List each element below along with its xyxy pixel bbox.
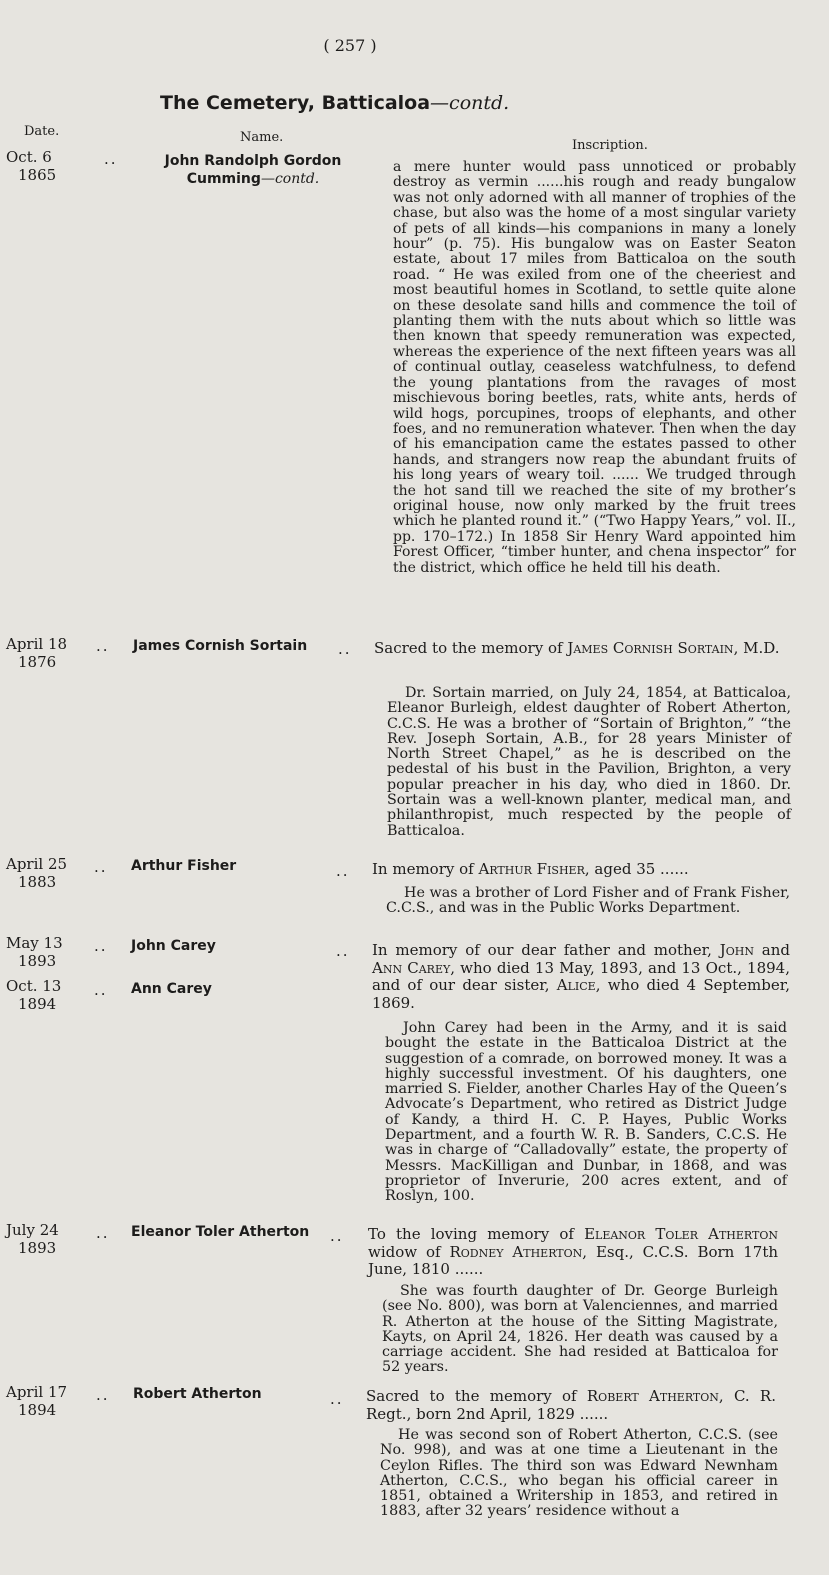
insc-name: Alice [556, 976, 596, 994]
insc-name: Eleanor Toler Atherton [584, 1225, 778, 1243]
date-day: July 24 [6, 1221, 59, 1239]
entry-inscription: a mere hunter would pass unnoticed or probably destroy as vermin ......his rough and ready bungalow was not only adorned with all manner of trophies of the chase, but also was the home of a most singular variety of pets of all kinds—his companions in many a lonely hour” (p. 75). His bungalow was on Easter Seaton estate, about 17 miles from Batticaloa on the south road. “ He was exiled from one of the cheeriest and most beautiful homes in Scotland, to settle quite alone on these desolate sand hills and commence the toil of planting them with the nuts about which so little was then known that speedy remuneration was expected, whereas the experience of the next fifteen years was all of continual outlay, ceaseless watchfulness, to defend the young plantations from the ravages of most mischievous boring beetles, rats, white ants, herds of wild hogs, porcupines, troops of elephants, and other foes, and no remuneration whatever. Then when the day of his emancipation came the estates passed to other hands, and strangers now reap the abundant fruits of his long years of weary toil. ...... We trudged through the hot sand till we reached the site of my brother’s original house, now only marked by the fruit trees which he planted round it.” (“Two Happy Years,” vol. II., pp. 170–172.) In 1858 Sir Henry Ward appointed him Forest Officer, “timber hunter, and chena inspector” for the district, which office he held till his death. [393, 159, 796, 576]
entry-date [6, 855, 86, 891]
entry-name-second: Ann Carey [131, 981, 212, 997]
entry-name: John Carey [131, 938, 216, 954]
insc-text: Sacred to the memory of [366, 1387, 587, 1405]
header-inscription: Inscription. [572, 138, 648, 153]
insc-text: , M.D. [733, 639, 780, 657]
date-year: 1883 [18, 873, 57, 891]
date-year: 1893 [18, 952, 57, 970]
entry-date [6, 1383, 86, 1419]
date-day: Oct. 13 [6, 977, 62, 995]
date-year: 1894 [18, 1401, 57, 1419]
insc-text: Sacred to the memory of [374, 639, 568, 657]
entry-note: He was second son of Robert Atherton, C.C.S. (see No. 998), and was at one time a Lieutenant in the Ceylon Rifles. The third son was Edward Newnham Atherton, C.C.S., who began his official career in 1851, obtained a Writership in 1853, and retired in 1883, after 32 years’ residence without a [380, 1427, 778, 1520]
leader-dots: .. [94, 937, 108, 955]
insc-text: , Esq., C.C.S. Born 17th June, 1810 ...... [368, 1242, 779, 1278]
date-year: 1894 [18, 995, 57, 1013]
entry-name: Arthur Fisher [131, 858, 237, 874]
page-number: ( 257 ) [323, 36, 377, 55]
entry-name: Eleanor Toler Atherton [131, 1224, 310, 1240]
insc-text: , C. R. Regt., born 2nd April, 1829 ...... [366, 1387, 776, 1423]
name-line-2: Cumming [186, 171, 261, 187]
insc-text: and [753, 941, 790, 959]
insc-name: John [719, 941, 754, 959]
title-text: The Cemetery, Batticaloa [160, 92, 431, 114]
entry-inscription [368, 1226, 778, 1279]
date-day: May 13 [6, 934, 63, 952]
leader-dots: .. [330, 1227, 344, 1245]
leader-dots: .. [94, 981, 108, 999]
date-day: April 25 [6, 855, 68, 873]
leader-dots: .. [104, 150, 118, 168]
entry-inscription [374, 640, 794, 658]
date-day: April 18 [6, 635, 68, 653]
title-suffix: —contd. [430, 92, 510, 114]
entry-inscription [366, 1388, 776, 1423]
entry-name [138, 152, 368, 188]
insc-text: , who died 13 May, 1893, and 13 Oct., 1894, and of our dear sister, [372, 958, 790, 994]
entry-date [6, 148, 86, 184]
entry-inscription [372, 861, 792, 879]
insc-text: In memory of [372, 860, 479, 878]
entry-date [6, 635, 86, 671]
insc-text: In memory of our dear father and mother, [372, 941, 720, 959]
entry-date [6, 934, 86, 970]
entry-date-second [6, 977, 86, 1013]
name-line: John Randolph Gordon [164, 153, 342, 169]
leader-dots: .. [336, 862, 350, 880]
date-year: 1876 [18, 653, 57, 671]
leader-dots: .. [96, 1386, 110, 1404]
name-suffix: —contd. [260, 171, 320, 187]
leader-dots: .. [338, 640, 352, 658]
leader-dots: .. [336, 942, 350, 960]
insc-text: , who died 4 September, 1869. [372, 976, 790, 1012]
header-date: Date. [24, 124, 60, 139]
entry-inscription [372, 942, 790, 1012]
date-day: Oct. 6 [6, 148, 52, 166]
date-year: 1865 [18, 166, 57, 184]
leader-dots: .. [330, 1390, 344, 1408]
page-title [160, 92, 580, 114]
insc-text: widow of [368, 1242, 450, 1261]
insc-name: Arthur Fisher [478, 860, 585, 878]
entry-note: Dr. Sortain married, on July 24, 1854, at Batticaloa, Eleanor Burleigh, eldest daughter of Robert Atherton, C.C.S. He was a brother of “Sortain of Brighton,” “the Rev. Joseph Sortain, A.B., for 28 years Minister of North Street Chapel,” as he is described on the pedestal of his bust in the Pavilion, Brighton, a very popular preacher in his day, who died in 1860. Dr. Sortain was a well-known planter, medical man, and philanthropist, much respected by the people of Batticaloa. [387, 685, 791, 839]
leader-dots: .. [94, 858, 108, 876]
date-year: 1893 [18, 1239, 57, 1257]
insc-text: To the loving memory of [368, 1225, 585, 1243]
insc-name: Robert Atherton [586, 1387, 719, 1405]
entry-note: She was fourth daughter of Dr. George Burleigh (see No. 800), was born at Valenciennes, and married R. Atherton at the house of the Sitting Magistrate, Kayts, on April 24, 1826. Her death was caused by a carriage accident. She had resided at Batticaloa for 52 years. [382, 1283, 778, 1376]
insc-name: Ann Carey [372, 958, 451, 977]
insc-name: James Cornish Sortain [567, 639, 734, 657]
leader-dots: .. [96, 1224, 110, 1242]
entry-name: James Cornish Sortain [133, 638, 308, 654]
leader-dots: .. [96, 637, 110, 655]
entry-name: Robert Atherton [133, 1386, 262, 1402]
insc-text: , aged 35 ...... [584, 860, 689, 878]
entry-note: He was a brother of Lord Fisher and of Frank Fisher, C.C.S., and was in the Public Works Department. [386, 885, 790, 917]
entry-note: John Carey had been in the Army, and it is said bought the estate in the Batticaloa District at the suggestion of a comrade, on borrowed money. It was a highly successful investment. Of his daughters, one married S. Fielder, another Charles Hay of the Queen’s Advocate’s Department, who retired as District Judge of Kandy, a third H. C. P. Hayes, Public Works Department, and a fourth W. R. B. Sanders, C.C.S. He was in charge of “Calladovally” estate, the property of Messrs. MacKilligan and Dunbar, in 1868, and was proprietor of Inverurie, 200 acres extent, and of Roslyn, 100. [385, 1020, 787, 1205]
entry-date [6, 1221, 86, 1257]
insc-name: Rodney Atherton [449, 1242, 583, 1261]
header-name: Name. [240, 130, 284, 145]
date-day: April 17 [6, 1383, 68, 1401]
